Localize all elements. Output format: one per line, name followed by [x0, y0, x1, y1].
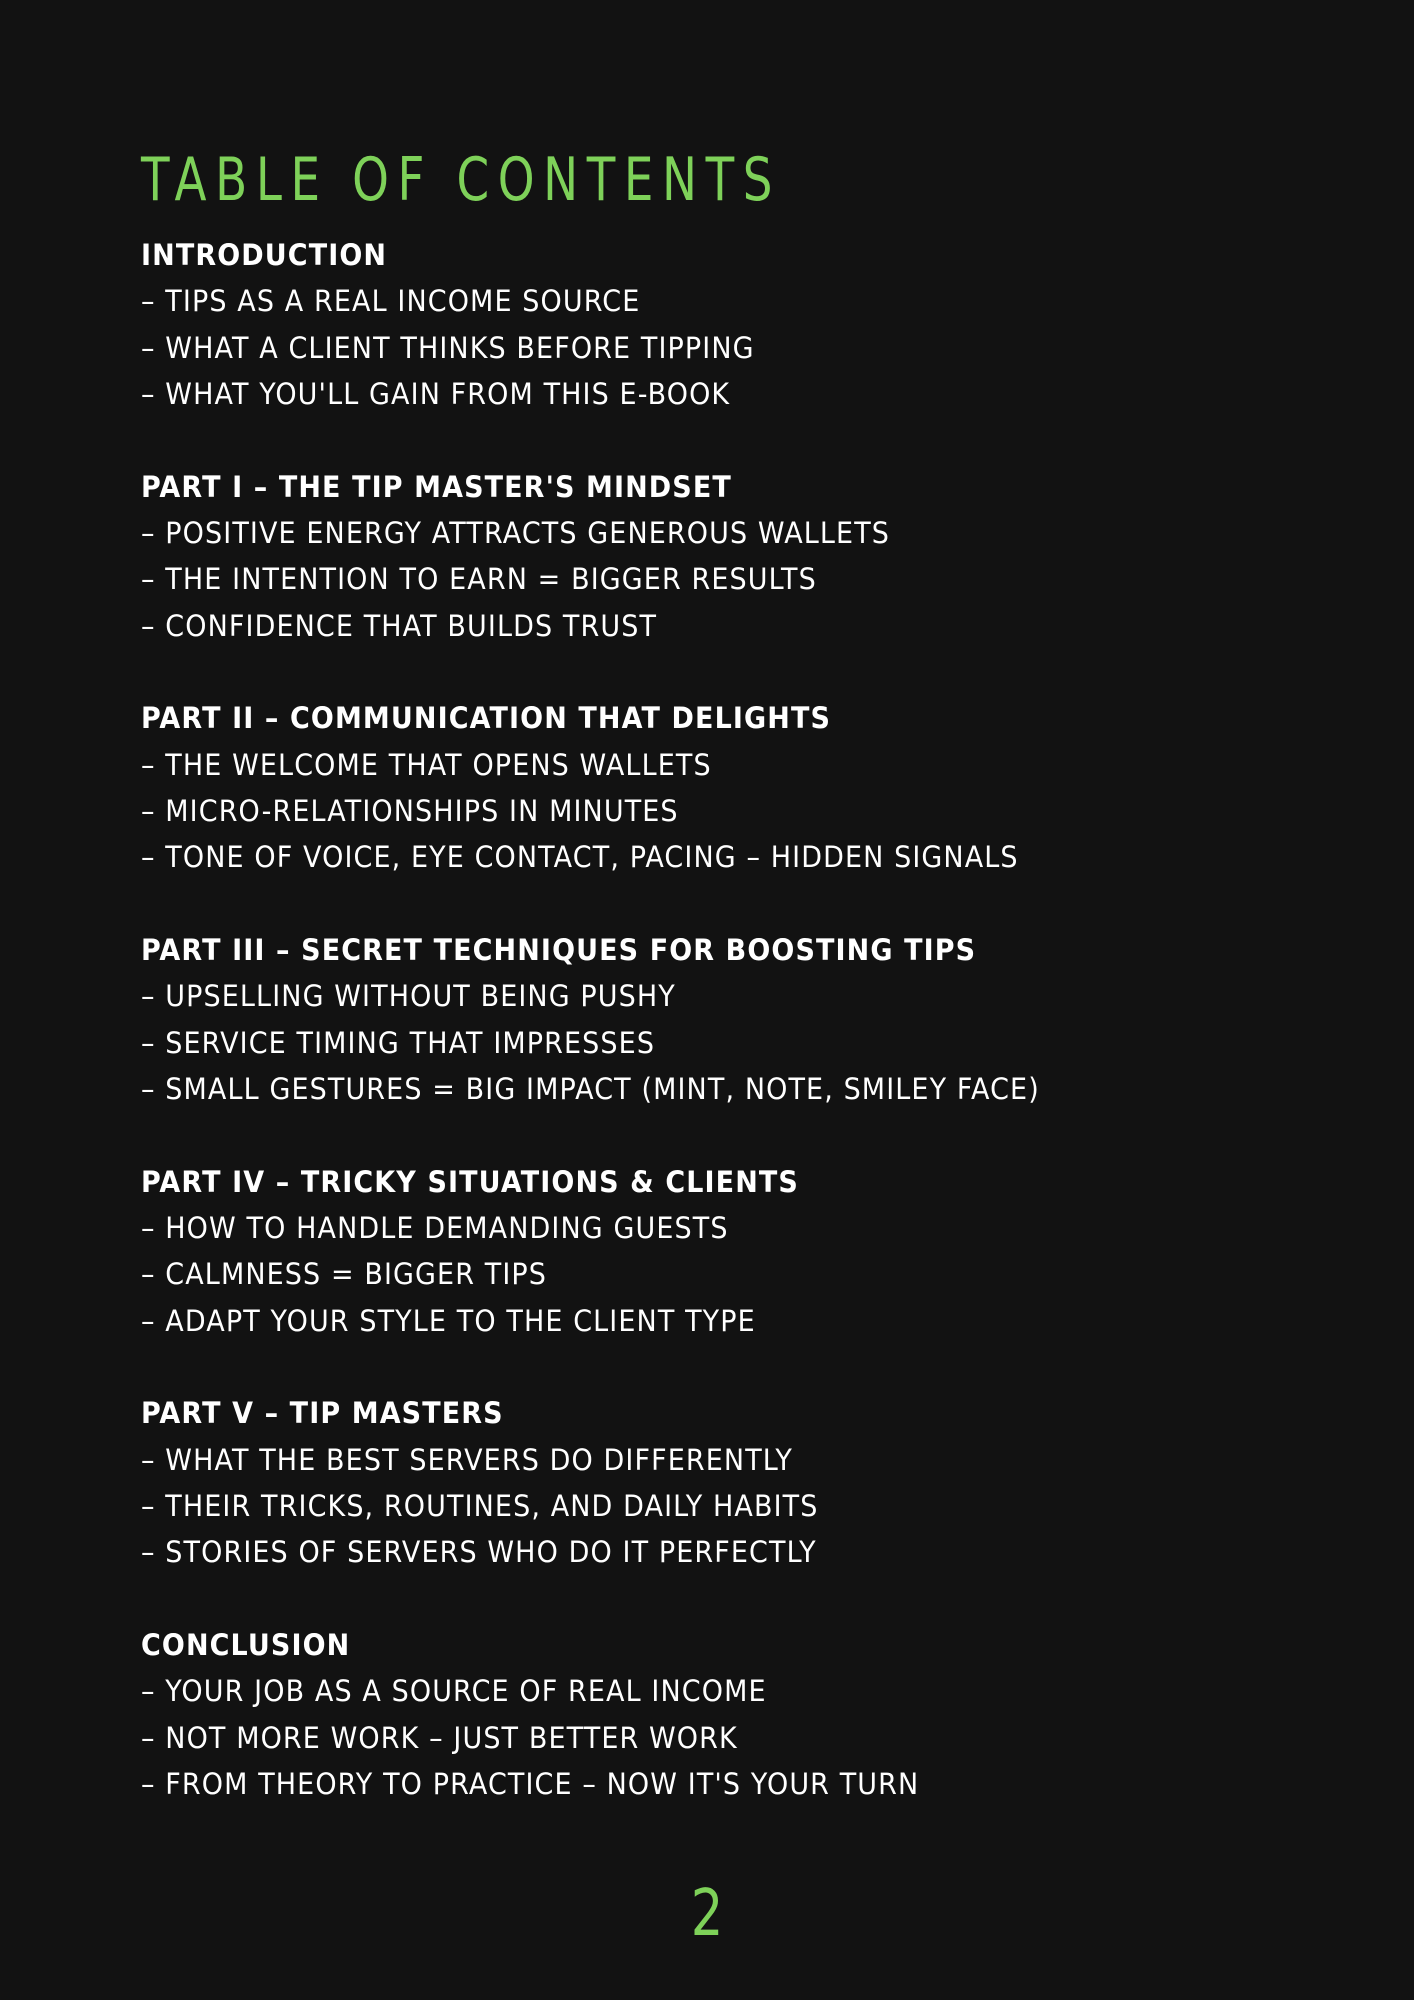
toc-item: – FROM THEORY TO PRACTICE – NOW IT'S YOUR TURN — [141, 1766, 920, 1801]
toc-section-part-4 — [141, 1159, 1291, 1345]
section-heading: PART IV – TRICKY SITUATIONS & CLIENTS — [141, 1164, 799, 1199]
toc-item: – TIPS AS A REAL INCOME SOURCE — [141, 284, 641, 319]
toc-section-introduction — [141, 232, 1291, 418]
toc-item: – CONFIDENCE THAT BUILDS TRUST — [141, 608, 658, 643]
page-title: TABLE OF CONTENTS — [141, 145, 782, 215]
toc-item: – WHAT THE BEST SERVERS DO DIFFERENTLY — [141, 1442, 793, 1477]
toc-section-part-5 — [141, 1390, 1291, 1576]
toc-section-part-2 — [141, 695, 1291, 881]
section-heading: PART III – SECRET TECHNIQUES FOR BOOSTING TIPS — [141, 932, 977, 967]
toc-item: – SERVICE TIMING THAT IMPRESSES — [141, 1025, 656, 1060]
toc-item: – NOT MORE WORK – JUST BETTER WORK — [141, 1720, 738, 1755]
toc-item: – POSITIVE ENERGY ATTRACTS GENEROUS WALLETS — [141, 516, 891, 551]
toc-item: – STORIES OF SERVERS WHO DO IT PERFECTLY — [141, 1535, 817, 1570]
toc-item: – SMALL GESTURES = BIG IMPACT (MINT, NOTE, SMILEY FACE) — [141, 1072, 1040, 1107]
section-heading: PART V – TIP MASTERS — [141, 1396, 504, 1431]
section-heading: CONCLUSION — [141, 1627, 351, 1662]
page-number: 2 — [690, 1877, 724, 1951]
section-heading: INTRODUCTION — [141, 238, 388, 272]
section-heading: PART I – THE TIP MASTER'S MINDSET — [141, 469, 732, 504]
toc-section-conclusion — [141, 1622, 1291, 1808]
toc-item: – TONE OF VOICE, EYE CONTACT, PACING – HIDDEN SIGNALS — [141, 840, 1019, 875]
toc-item: – THE WELCOME THAT OPENS WALLETS — [141, 747, 712, 782]
toc-item: – THE INTENTION TO EARN = BIGGER RESULTS — [141, 562, 817, 597]
toc-item: – WHAT YOU'LL GAIN FROM THIS E-BOOK — [141, 377, 731, 412]
toc-item: – HOW TO HANDLE DEMANDING GUESTS — [141, 1210, 729, 1245]
toc-item: – UPSELLING WITHOUT BEING PUSHY — [141, 979, 676, 1014]
toc-item: – CALMNESS = BIGGER TIPS — [141, 1257, 548, 1292]
toc-item: – ADAPT YOUR STYLE TO THE CLIENT TYPE — [141, 1303, 756, 1338]
toc-item: – THEIR TRICKS, ROUTINES, AND DAILY HABITS — [141, 1488, 819, 1523]
toc-section-part-1 — [141, 464, 1291, 650]
section-heading: PART II – COMMUNICATION THAT DELIGHTS — [141, 701, 832, 736]
table-of-contents — [141, 232, 1291, 1853]
toc-item: – MICRO-RELATIONSHIPS IN MINUTES — [141, 794, 679, 829]
toc-item: – YOUR JOB AS A SOURCE OF REAL INCOME — [141, 1674, 767, 1709]
toc-section-part-3 — [141, 927, 1291, 1113]
toc-item: – WHAT A CLIENT THINKS BEFORE TIPPING — [141, 330, 755, 365]
